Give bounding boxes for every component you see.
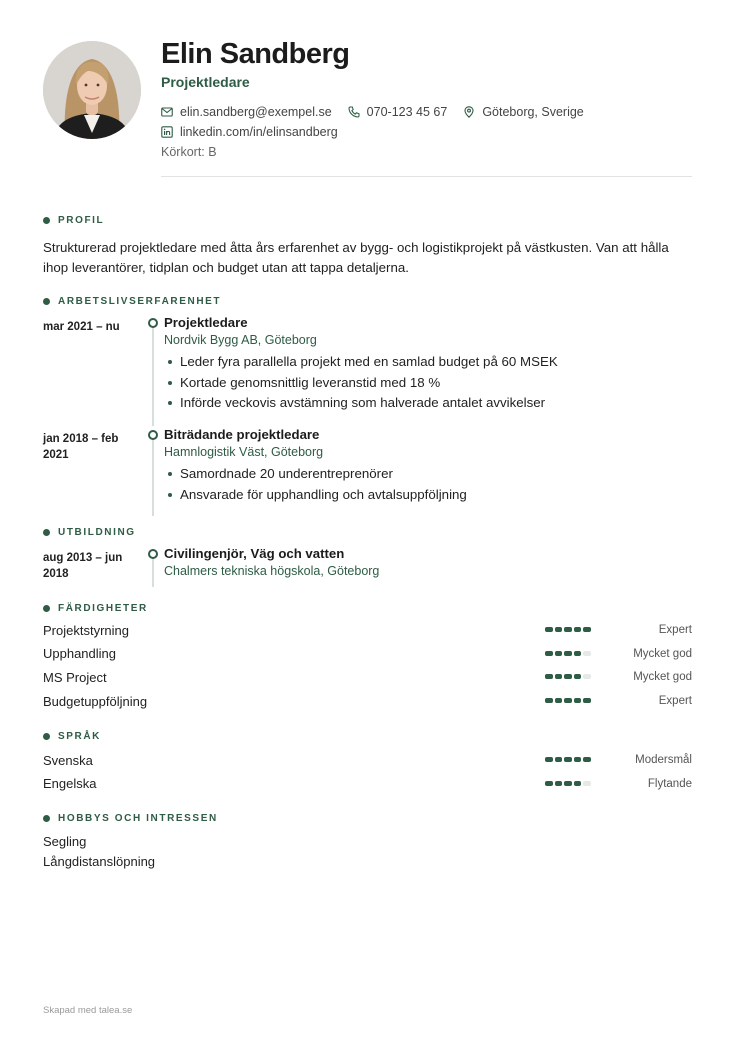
section-heading-profile — [43, 215, 104, 226]
entry-organization: Nordvik Bygg AB, Göteborg — [164, 333, 317, 347]
contact-email[interactable] — [161, 105, 332, 119]
entry-bullets — [164, 352, 692, 414]
section-label: UTBILDNING — [58, 527, 136, 538]
email-text: elin.sandberg@exempel.se — [180, 105, 332, 119]
rating-pip — [555, 757, 563, 762]
map-pin-icon — [463, 106, 475, 118]
skill-name: Budgetuppföljning — [43, 693, 148, 709]
timeline-node — [148, 549, 158, 559]
rating-pip — [555, 674, 563, 679]
section-heading-experience — [43, 296, 221, 307]
rating-pip — [564, 781, 572, 786]
timeline-rail — [152, 322, 154, 426]
skill-name: Upphandling — [43, 646, 117, 662]
skill-level: Mycket god — [633, 671, 692, 684]
skill-level: Mycket god — [633, 647, 692, 660]
section-dot — [43, 298, 50, 305]
entry-body — [164, 426, 692, 505]
skill-name: Projektstyrning — [43, 622, 129, 638]
entry-body — [164, 314, 692, 414]
rating-meter — [545, 651, 593, 656]
skill-level: Expert — [658, 624, 692, 636]
rating-pip — [564, 674, 572, 679]
section-heading-skills — [43, 603, 148, 614]
skill-row — [43, 667, 692, 687]
rating-meter — [545, 627, 593, 632]
rating-pip — [555, 627, 563, 632]
rating-meter — [545, 757, 593, 762]
section-label: ARBETSLIVSERFARENHET — [58, 296, 222, 307]
section-label: HOBBYS OCH INTRESSEN — [58, 813, 218, 824]
language-name: Engelska — [43, 776, 97, 791]
language-row — [43, 750, 692, 770]
section-dot — [43, 217, 50, 224]
avatar — [43, 41, 141, 139]
rating-pip — [545, 698, 553, 703]
rating-pip — [574, 627, 582, 632]
contact-row — [161, 104, 692, 120]
language-level: Modersmål — [635, 754, 692, 766]
rating-pip — [583, 698, 591, 703]
timeline-node — [148, 318, 158, 328]
skill-row — [43, 620, 692, 640]
timeline-node — [148, 430, 158, 440]
full-name: Elin Sandberg — [161, 38, 350, 70]
footer-credit[interactable]: Skapad med talea.se — [43, 1005, 133, 1016]
rating-meter — [545, 781, 593, 786]
rating-pip — [574, 757, 582, 762]
section-label: SPRÅK — [58, 731, 102, 742]
list-item: Ansvarade för upphandling och avtalsuppföljning — [164, 485, 692, 506]
header-divider — [161, 176, 692, 177]
timeline-rail — [152, 434, 154, 516]
rating-pip — [545, 781, 553, 786]
rating-pip — [555, 781, 563, 786]
entry-organization: Hamnlogistik Väst, Göteborg — [164, 445, 324, 459]
rating-pip — [545, 757, 553, 762]
rating-pip — [555, 698, 563, 703]
rating-pip — [574, 781, 582, 786]
rating-pip — [564, 651, 572, 656]
hobby-item: Segling — [43, 834, 87, 849]
job-title: Projektledare — [161, 74, 250, 90]
section-heading-education — [43, 527, 136, 538]
skill-row — [43, 691, 692, 711]
rating-pip — [574, 651, 582, 656]
entry-date: jan 2018 – feb 2021 — [43, 433, 119, 461]
rating-pip — [545, 627, 553, 632]
rating-pip — [583, 674, 591, 679]
profile-photo — [43, 41, 141, 139]
linkedin-icon — [161, 126, 173, 138]
phone-icon — [348, 106, 360, 118]
rating-pip — [574, 674, 582, 679]
rating-pip — [583, 757, 591, 762]
skill-level: Expert — [658, 695, 692, 708]
rating-pip — [583, 627, 591, 632]
drivers-licence: Körkort: B — [161, 145, 217, 159]
language-name: Svenska — [43, 752, 93, 768]
contact-linkedin[interactable] — [161, 125, 338, 139]
section-heading-hobbies — [43, 813, 218, 824]
entry-date: mar 2021 – nu — [43, 321, 120, 333]
linkedin-text: linkedin.com/in/elinsandberg — [180, 125, 338, 139]
profile-summary: Strukturerad projektledare med åtta års erfarenhet av bygg- och logistikprojekt på västkusten. Van att hålla ihop leverantörer, tidplan och budget utan att tappa detaljerna. — [43, 240, 669, 275]
hobby-item: Långdistanslöpning — [43, 854, 156, 869]
rating-pip — [564, 757, 572, 762]
rating-pip — [583, 781, 591, 786]
entry-role: Civilingenjör, Väg och vatten — [164, 546, 345, 561]
envelope-icon — [161, 106, 173, 118]
entry-role: Projektledare — [164, 315, 248, 330]
language-level: Flytande — [647, 777, 692, 790]
list-item: Samordnade 20 underentreprenörer — [164, 464, 692, 485]
section-label: PROFIL — [58, 215, 105, 226]
list-item: Kortade genomsnittlig leveranstid med 18 % — [164, 373, 692, 394]
list-item: Införde veckovis avstämning som halverade antalet avvikelser — [164, 393, 692, 414]
skill-row — [43, 644, 692, 664]
section-heading-languages — [43, 731, 101, 742]
entry-date: aug 2013 – jun 2018 — [43, 552, 123, 580]
rating-pip — [555, 651, 563, 656]
list-item: Leder fyra parallella projekt med en samlad budget på 60 MSEK — [164, 352, 692, 373]
section-dot — [43, 605, 50, 612]
rating-pip — [583, 651, 591, 656]
section-dot — [43, 529, 50, 536]
entry-bullets — [164, 464, 692, 505]
rating-meter — [545, 698, 593, 703]
rating-pip — [545, 674, 553, 679]
rating-pip — [564, 698, 572, 703]
rating-meter — [545, 674, 593, 679]
contact-row-linkedin — [161, 124, 692, 140]
rating-pip — [574, 698, 582, 703]
entry-organization: Chalmers tekniska högskola, Göteborg — [164, 564, 380, 578]
skill-name: MS Project — [43, 669, 107, 685]
header — [161, 36, 692, 161]
contact-phone[interactable] — [348, 105, 448, 119]
section-label: FÄRDIGHETER — [58, 603, 148, 614]
section-dot — [43, 815, 50, 822]
language-row — [43, 774, 692, 794]
entry-role: Biträdande projektledare — [164, 427, 320, 442]
phone-text: 070-123 45 67 — [366, 105, 448, 119]
contact-location — [463, 105, 583, 119]
location-text: Göteborg, Sverige — [482, 105, 584, 119]
rating-pip — [564, 627, 572, 632]
rating-pip — [545, 651, 553, 656]
entry-body — [164, 545, 692, 580]
section-dot — [43, 733, 50, 740]
